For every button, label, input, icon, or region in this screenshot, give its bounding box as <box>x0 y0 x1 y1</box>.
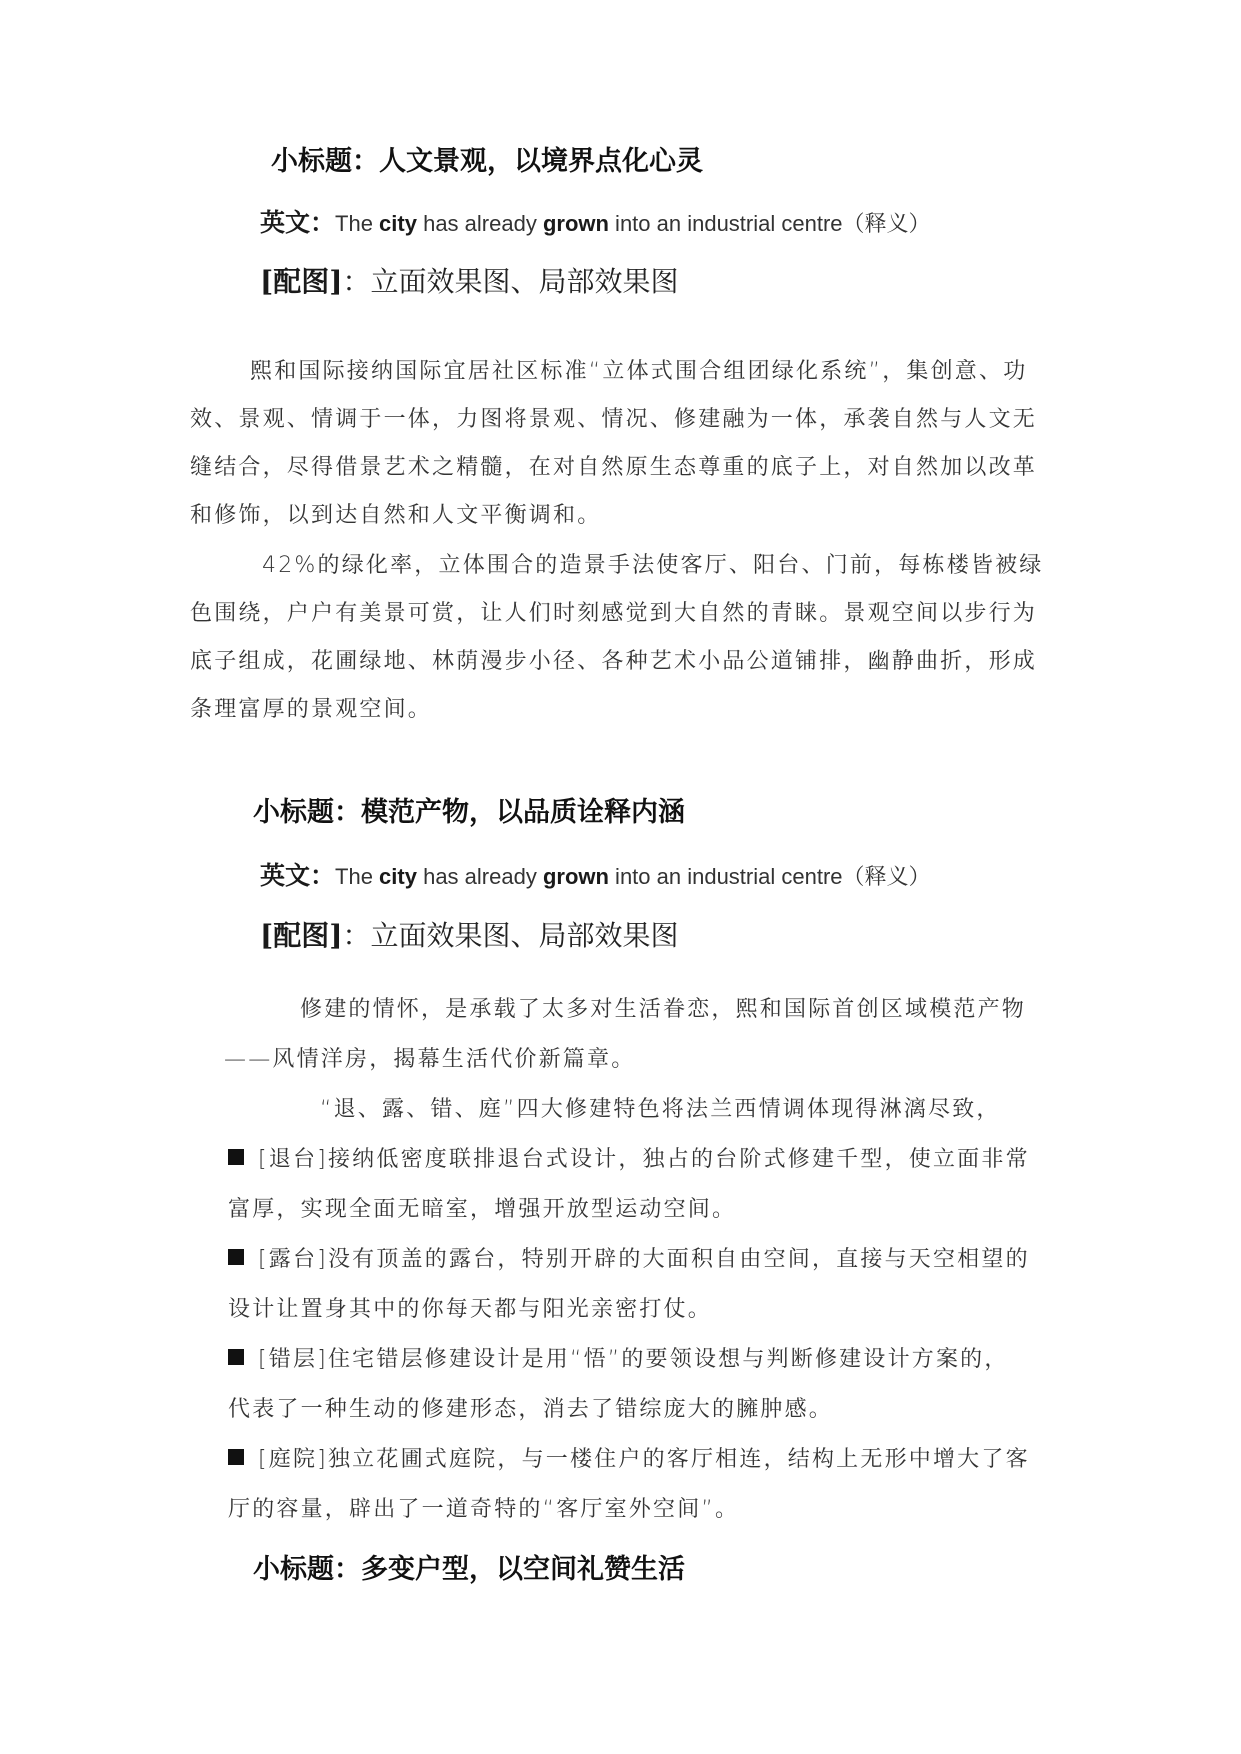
bullet-text: [退台]接纳低密度联排退台式设计，独占的台阶式修建千型，使立面非常 <box>258 1147 1030 1172</box>
paragraph-line: 底子组成，花圃绿地、林荫漫步小径、各种艺术小品公道铺排，幽静曲折，形成 <box>190 649 1038 674</box>
english-label: 英文： <box>260 861 336 890</box>
english-label: 英文： <box>260 208 336 237</box>
paragraph-line: 缝结合，尽得借景艺术之精髓，在对自然原生态尊重的底子上，对自然加以改革 <box>190 455 1038 480</box>
image-label: [配图] <box>260 265 343 298</box>
english-text <box>335 211 843 236</box>
english-note: （释义） <box>842 211 931 236</box>
english-text-part: has already <box>416 211 543 236</box>
english-text-part: has already <box>416 864 543 889</box>
english-line <box>260 858 931 896</box>
square-bullet-icon <box>228 1449 244 1465</box>
english-text-part: The <box>335 864 380 889</box>
bullet-text: [露台]没有顶盖的露台，特别开辟的大面积自由空间，直接与天空相望的 <box>258 1247 1030 1272</box>
paragraph-line: 效、景观、情调于一体，力图将景观、情况、修建融为一体，承袭自然与人文无 <box>190 407 1038 432</box>
image-caption-line <box>260 916 679 956</box>
english-text-part: The <box>335 211 380 236</box>
image-caption-line <box>260 262 679 302</box>
english-line <box>260 205 931 243</box>
square-bullet-icon <box>228 1249 244 1265</box>
english-text-part: into an industrial centre <box>608 864 843 889</box>
bullet-continuation: 代表了一种生动的修建形态，消去了错综庞大的臃肿感。 <box>228 1397 834 1422</box>
english-text-part: into an industrial centre <box>608 211 843 236</box>
image-label: [配图] <box>260 919 343 952</box>
section-heading: 小标题：模范产物，以品质诠释内涵 <box>253 797 685 828</box>
section-heading: 小标题：多变户型，以空间礼赞生活 <box>253 1554 685 1585</box>
english-bold-word: city <box>379 211 417 236</box>
paragraph-line: “退、露、错、庭”四大修建特色将法兰西情调体现得淋漓尽致， <box>320 1097 1001 1122</box>
square-bullet-icon <box>228 1349 244 1365</box>
image-caption-text: ：立面效果图、局部效果图 <box>342 265 679 298</box>
bullet-item <box>228 1236 1030 1284</box>
paragraph-line: ——风情洋房，揭幕生活代价新篇章。 <box>224 1047 636 1072</box>
bullet-item <box>228 1336 1009 1384</box>
bullet-continuation: 厅的容量，辟出了一道奇特的“客厅室外空间”。 <box>228 1497 740 1522</box>
bullet-item <box>228 1136 1030 1184</box>
english-bold-word: grown <box>542 211 609 236</box>
bullet-continuation: 富厚，实现全面无暗室，增强开放型运动空间。 <box>228 1197 737 1222</box>
paragraph-line: 和修饰，以到达自然和人文平衡调和。 <box>190 503 602 528</box>
bullet-item <box>228 1436 1030 1484</box>
image-caption-text: ：立面效果图、局部效果图 <box>342 919 679 952</box>
paragraph-line: 色围绕，户户有美景可赏，让人们时刻感觉到大自然的青睐。景观空间以步行为 <box>190 601 1038 626</box>
english-bold-word: grown <box>542 864 609 889</box>
english-note: （释义） <box>842 864 931 889</box>
paragraph-line: 条理富厚的景观空间。 <box>190 697 433 722</box>
square-bullet-icon <box>228 1149 244 1165</box>
paragraph-line: 熙和国际接纳国际宜居社区标准“立体式围合组团绿化系统”，集创意、功 <box>250 359 1028 384</box>
paragraph-line: 修建的情怀，是承载了太多对生活眷恋，熙和国际首创区域模范产物 <box>300 997 1027 1022</box>
english-text <box>335 864 843 889</box>
bullet-continuation: 设计让置身其中的你每天都与阳光亲密打仗。 <box>228 1297 713 1322</box>
english-bold-word: city <box>379 864 417 889</box>
paragraph-line: 42%的绿化率，立体围合的造景手法使客厅、阳台、门前，每栋楼皆被绿 <box>262 553 1044 578</box>
bullet-text: [错层]住宅错层修建设计是用“悟”的要领设想与判断修建设计方案的， <box>258 1347 1009 1372</box>
section-heading: 小标题：人文景观，以境界点化心灵 <box>271 146 703 177</box>
bullet-text: [庭院]独立花圃式庭院，与一楼住户的客厅相连，结构上无形中增大了客 <box>258 1447 1030 1472</box>
